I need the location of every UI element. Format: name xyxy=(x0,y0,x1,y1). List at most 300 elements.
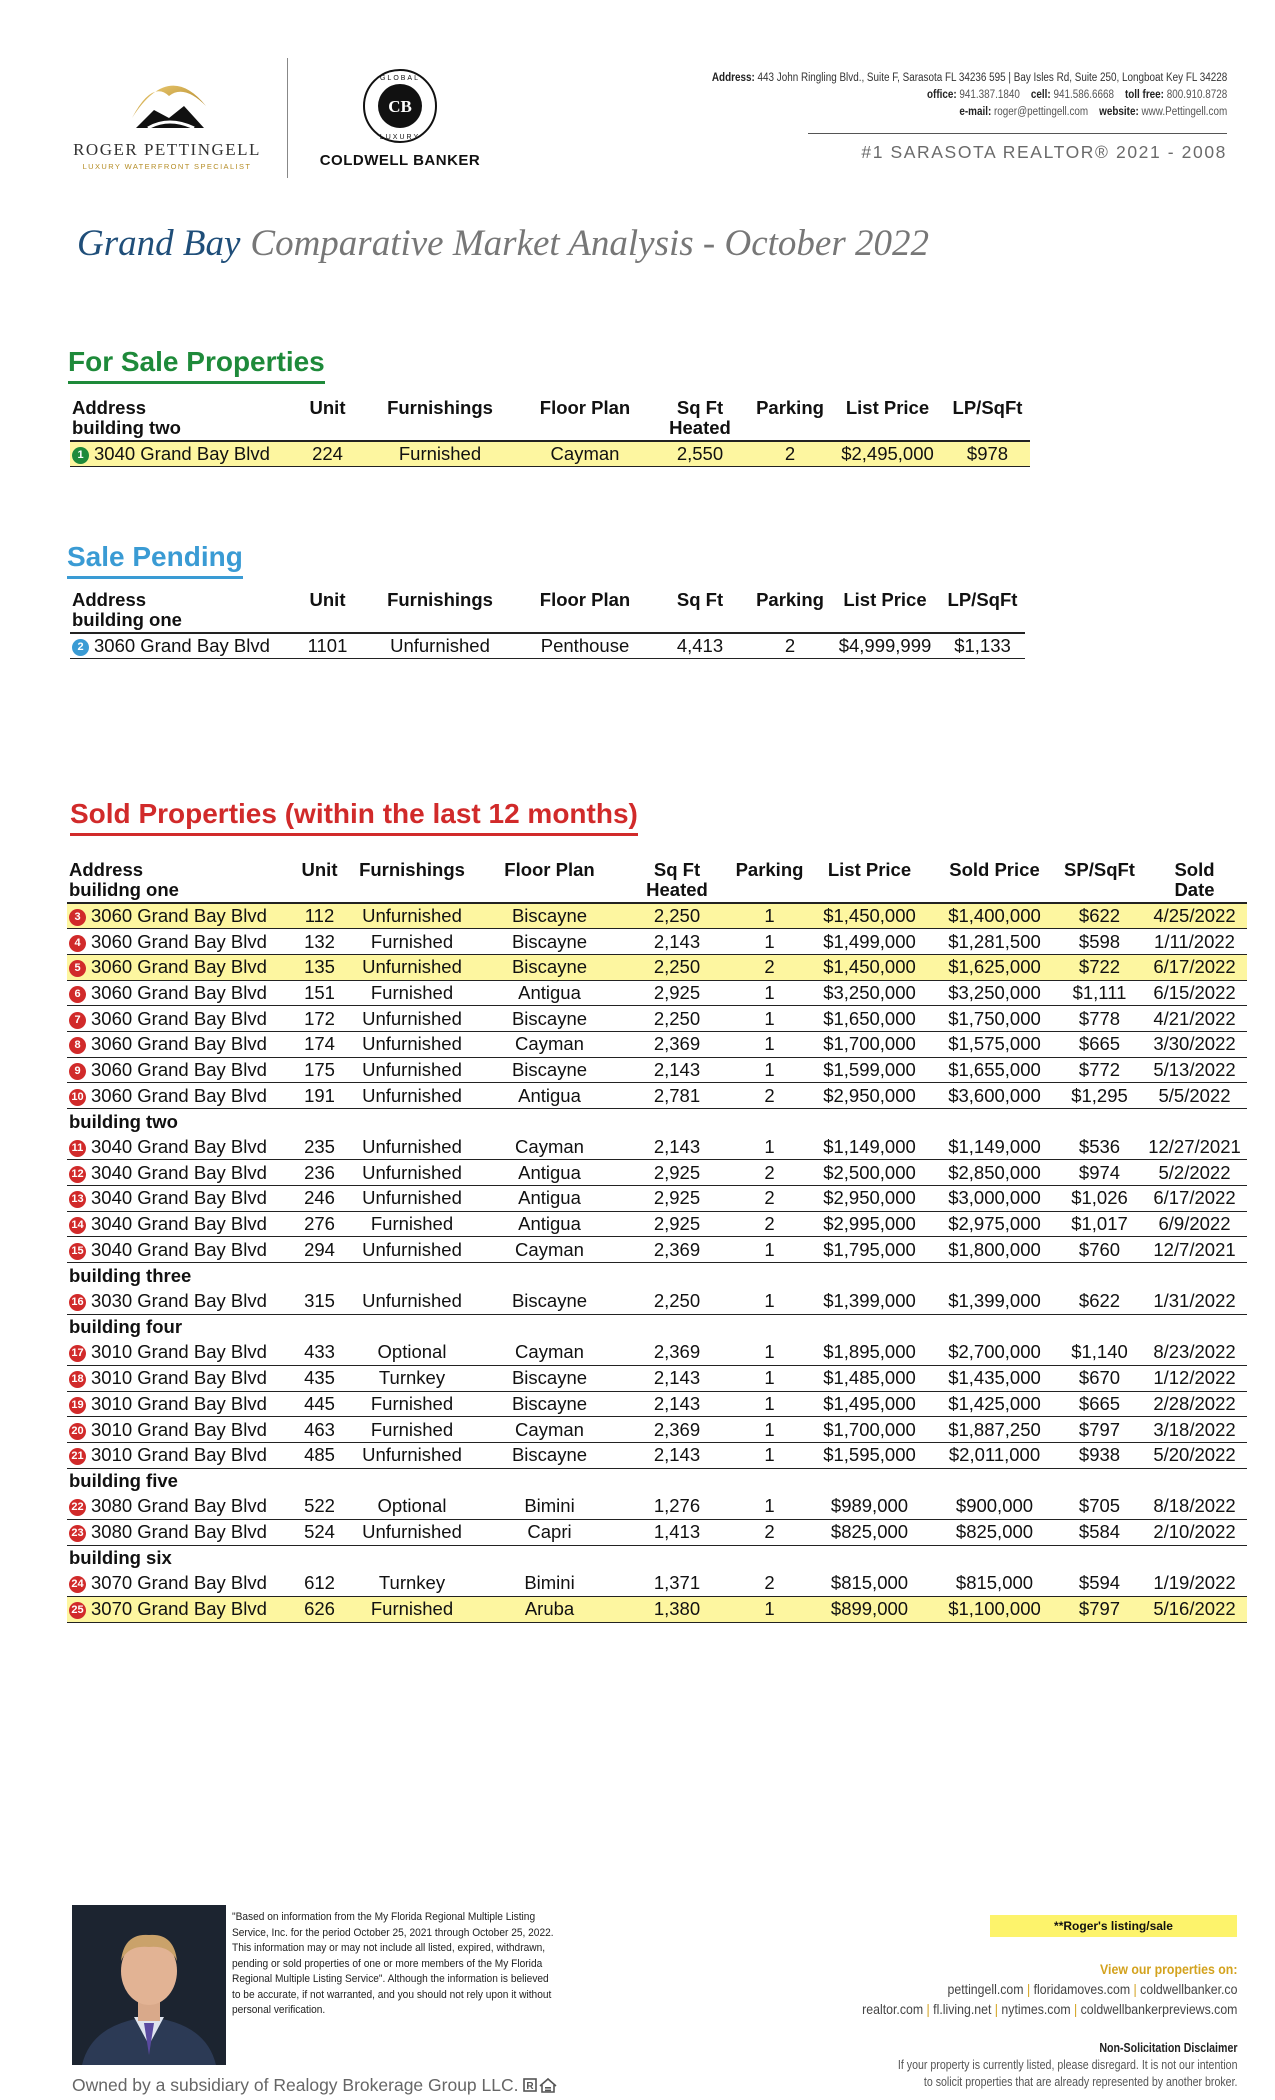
row-number-badge: 5 xyxy=(69,960,86,977)
column-header-sub xyxy=(732,880,807,903)
cell-plan: Biscayne xyxy=(477,1006,622,1032)
cell-parking: 1 xyxy=(732,1031,807,1057)
site-separator: | xyxy=(922,2001,933,2017)
cell-list: $1,499,000 xyxy=(807,929,932,955)
table-row xyxy=(67,1237,1247,1263)
cell-plan: Cayman xyxy=(477,1031,622,1057)
cell-ppsf: $1,111 xyxy=(1057,980,1142,1006)
realtor-tagline: #1 SARASOTA REALTOR® 2021 - 2008 xyxy=(861,142,1227,162)
site-link[interactable]: floridamoves.com xyxy=(1033,1981,1130,1997)
column-header: SP/SqFt xyxy=(1064,859,1135,880)
column-header-sub xyxy=(520,418,650,441)
cell-parking: 2 xyxy=(750,441,830,467)
cell-date: 2/28/2022 xyxy=(1142,1391,1247,1417)
address-text: 3080 Grand Bay Blvd xyxy=(91,1495,267,1517)
cell-plan: Cayman xyxy=(520,441,650,467)
cell-unit: 135 xyxy=(292,954,347,980)
site-link[interactable]: realtor.com xyxy=(861,2001,923,2017)
cell-plan: Biscayne xyxy=(477,1057,622,1083)
row-number-badge: 18 xyxy=(69,1371,86,1388)
website-link[interactable]: www.Pettingell.com xyxy=(1141,106,1227,118)
cell-unit: 235 xyxy=(292,1134,347,1160)
cell-sold: $2,850,000 xyxy=(932,1160,1057,1186)
cell-unit: 463 xyxy=(292,1417,347,1443)
cell-plan: Cayman xyxy=(477,1340,622,1366)
column-header-sub xyxy=(940,610,1025,633)
cell-unit: 522 xyxy=(292,1494,347,1520)
table-row xyxy=(67,954,1247,980)
cell-plan: Biscayne xyxy=(477,954,622,980)
cell-sold: $1,425,000 xyxy=(932,1391,1057,1417)
sale-pending-table xyxy=(70,590,1025,659)
cell-sqft: 2,143 xyxy=(622,929,732,955)
contact-block xyxy=(712,70,1227,121)
cell-date: 5/20/2022 xyxy=(1142,1442,1247,1468)
cell-sqft: 4,413 xyxy=(650,633,750,659)
cell-list: $1,650,000 xyxy=(807,1006,932,1032)
cell-parking: 1 xyxy=(732,1442,807,1468)
site-separator: | xyxy=(1129,1981,1140,1997)
ns-line-1: If your property is currently listed, please disregard. It is not our intention xyxy=(897,2058,1237,2072)
address-text: 3070 Grand Bay Blvd xyxy=(91,1572,267,1594)
cell-date: 8/18/2022 xyxy=(1142,1494,1247,1520)
cell-list: $1,700,000 xyxy=(807,1417,932,1443)
column-header: Sq Ft xyxy=(653,859,701,880)
cell-furn: Furnished xyxy=(347,1417,477,1443)
address-text: 3040 Grand Bay Blvd xyxy=(91,1238,267,1260)
site-separator: | xyxy=(1070,2001,1081,2017)
cell-ppsf: $598 xyxy=(1057,929,1142,955)
cell-unit: 524 xyxy=(292,1520,347,1546)
row-number-badge: 13 xyxy=(69,1191,86,1208)
cell-parking: 2 xyxy=(750,633,830,659)
coldwell-banker-seal-icon xyxy=(362,68,438,144)
office-label: office: xyxy=(926,89,957,101)
table-row xyxy=(67,1520,1247,1546)
cell-furn: Furnished xyxy=(347,980,477,1006)
cell-furn: Unfurnished xyxy=(360,633,520,659)
cell-sold: $1,750,000 xyxy=(932,1006,1057,1032)
column-header-sub xyxy=(830,610,940,633)
row-number-badge: 17 xyxy=(69,1345,86,1362)
cell-furn: Turnkey xyxy=(347,1365,477,1391)
cell-date: 12/7/2021 xyxy=(1142,1237,1247,1263)
cell-unit: 276 xyxy=(292,1211,347,1237)
address-cell xyxy=(67,1006,292,1032)
cell-sold: $1,149,000 xyxy=(932,1134,1057,1160)
header-row-2 xyxy=(67,880,1247,903)
cell-list: $1,795,000 xyxy=(807,1237,932,1263)
column-header-sub xyxy=(932,880,1057,903)
cell-list: $3,250,000 xyxy=(807,980,932,1006)
address-cell xyxy=(67,1160,292,1186)
cell-furn: Unfurnished xyxy=(347,1186,477,1212)
column-header: Furnishings xyxy=(359,859,465,880)
cell-parking: 2 xyxy=(732,954,807,980)
cell-furn: Unfurnished xyxy=(347,1160,477,1186)
cell-sold: $1,887,250 xyxy=(932,1417,1057,1443)
cell-parking: 1 xyxy=(732,1597,807,1623)
cell-date: 3/30/2022 xyxy=(1142,1031,1247,1057)
cell-sqft: 2,143 xyxy=(622,1442,732,1468)
address-cell xyxy=(67,1417,292,1443)
cell-sold: $3,000,000 xyxy=(932,1186,1057,1212)
address-cell xyxy=(67,1083,292,1109)
cell-furn: Unfurnished xyxy=(347,1057,477,1083)
cell-plan: Capri xyxy=(477,1520,622,1546)
column-header: Furnishings xyxy=(387,589,493,610)
cell-sqft: 1,276 xyxy=(622,1494,732,1520)
email-link[interactable]: roger@pettingell.com xyxy=(993,106,1088,118)
sites-line-1 xyxy=(862,1979,1237,1999)
cell-plan: Antigua xyxy=(477,1083,622,1109)
cell-unit: 626 xyxy=(292,1597,347,1623)
cell-sqft: 2,250 xyxy=(622,954,732,980)
column-header: Parking xyxy=(735,859,804,880)
cell-plan: Biscayne xyxy=(477,1442,622,1468)
cell-ppsf: $622 xyxy=(1057,903,1142,929)
column-header-sub: Heated xyxy=(650,418,750,441)
sold-heading: Sold Properties (within the last 12 months) xyxy=(70,798,638,836)
column-header: List Price xyxy=(843,589,927,610)
cell-furn: Unfurnished xyxy=(347,954,477,980)
address-text: 3040 Grand Bay Blvd xyxy=(91,1213,267,1235)
cell-unit: 224 xyxy=(295,441,360,467)
cell-furn: Unfurnished xyxy=(347,1288,477,1314)
cell-unit: 1101 xyxy=(295,633,360,659)
column-header: Unit xyxy=(309,397,346,418)
row-number-badge: 12 xyxy=(69,1166,86,1183)
cell-unit: 246 xyxy=(292,1186,347,1212)
address-text: 3060 Grand Bay Blvd xyxy=(91,1007,267,1029)
site-link[interactable]: fl.living.net xyxy=(932,2001,991,2017)
building-group-row xyxy=(67,1263,1247,1289)
address-cell xyxy=(67,1340,292,1366)
table-row xyxy=(67,1083,1247,1109)
column-header-sub xyxy=(295,418,360,441)
row-number-badge: 6 xyxy=(69,986,86,1003)
site-link[interactable]: coldwellbanker.co xyxy=(1139,1981,1237,1997)
address-cell xyxy=(70,441,295,467)
cell-ppsf: $705 xyxy=(1057,1494,1142,1520)
building-group-row xyxy=(67,1109,1247,1135)
column-header-sub xyxy=(1057,880,1142,903)
site-link[interactable]: pettingell.com xyxy=(947,1981,1024,1997)
cell-unit: 612 xyxy=(292,1571,347,1597)
cell-date: 6/17/2022 xyxy=(1142,1186,1247,1212)
row-number-badge: 20 xyxy=(69,1423,86,1440)
column-header-sub xyxy=(807,880,932,903)
cell-unit: 445 xyxy=(292,1391,347,1417)
column-header: Parking xyxy=(756,589,824,610)
cell-date: 5/13/2022 xyxy=(1142,1057,1247,1083)
cell-furn: Unfurnished xyxy=(347,903,477,929)
cell-ppsf: $665 xyxy=(1057,1391,1142,1417)
cell-parking: 1 xyxy=(732,1340,807,1366)
cell-date: 5/16/2022 xyxy=(1142,1597,1247,1623)
site-link[interactable]: coldwellbankerpreviews.com xyxy=(1080,2001,1237,2017)
table-row xyxy=(67,929,1247,955)
cell-ppsf: $622 xyxy=(1057,1288,1142,1314)
column-header: Sold Price xyxy=(949,859,1040,880)
address-cell xyxy=(67,1186,292,1212)
cell-sold: $900,000 xyxy=(932,1494,1057,1520)
address-text: 3060 Grand Bay Blvd xyxy=(94,635,270,657)
column-header-sub xyxy=(650,610,750,633)
header-row-2 xyxy=(70,418,1030,441)
cell-furn: Unfurnished xyxy=(347,1134,477,1160)
cell-furn: Unfurnished xyxy=(347,1442,477,1468)
cell-parking: 2 xyxy=(732,1571,807,1597)
row-number-badge: 24 xyxy=(69,1576,86,1593)
address-cell xyxy=(67,1520,292,1546)
cell-unit: 315 xyxy=(292,1288,347,1314)
address-label: Address: xyxy=(711,72,755,84)
cell-parking: 2 xyxy=(732,1520,807,1546)
cell-list: $1,700,000 xyxy=(807,1031,932,1057)
column-header-sub xyxy=(347,880,477,903)
address-text: 3010 Grand Bay Blvd xyxy=(91,1444,267,1466)
cell-date: 1/11/2022 xyxy=(1142,929,1247,955)
cell-sold: $3,250,000 xyxy=(932,980,1057,1006)
address-cell xyxy=(67,1442,292,1468)
house-roof-logo-icon xyxy=(124,66,214,136)
cell-parking: 1 xyxy=(732,1288,807,1314)
column-header-sub: Date xyxy=(1142,880,1247,903)
cell-sqft: 2,250 xyxy=(622,1006,732,1032)
cell-sqft: 2,369 xyxy=(622,1237,732,1263)
cell-plan: Biscayne xyxy=(477,903,622,929)
cell-parking: 1 xyxy=(732,929,807,955)
cell-list: $1,485,000 xyxy=(807,1365,932,1391)
building-group-row xyxy=(67,1314,1247,1340)
cell-unit: 151 xyxy=(292,980,347,1006)
cell-list: $1,450,000 xyxy=(807,903,932,929)
sale-pending-heading: Sale Pending xyxy=(67,541,243,579)
cell-date: 3/18/2022 xyxy=(1142,1417,1247,1443)
cell-ppsf: $772 xyxy=(1057,1057,1142,1083)
row-number-badge: 15 xyxy=(69,1243,86,1260)
cell-furn: Furnished xyxy=(360,441,520,467)
cell-sqft: 2,925 xyxy=(622,980,732,1006)
cell-sqft: 2,143 xyxy=(622,1057,732,1083)
cell-date: 1/19/2022 xyxy=(1142,1571,1247,1597)
agent-photo xyxy=(72,1905,226,2065)
cell-ppsf: $670 xyxy=(1057,1365,1142,1391)
address-text: 3010 Grand Bay Blvd xyxy=(91,1367,267,1389)
community-name: Grand Bay xyxy=(77,223,241,264)
cell-list: $989,000 xyxy=(807,1494,932,1520)
building-label: building six xyxy=(69,1547,172,1569)
cell-plan: Bimini xyxy=(477,1494,622,1520)
address-text: 3060 Grand Bay Blvd xyxy=(91,956,267,978)
cell-sqft: 2,925 xyxy=(622,1160,732,1186)
column-header: List Price xyxy=(827,859,912,880)
cell-date: 5/2/2022 xyxy=(1142,1160,1247,1186)
cell-sqft: 2,250 xyxy=(622,903,732,929)
address-text: 3040 Grand Bay Blvd xyxy=(91,1161,267,1183)
column-header: Sold xyxy=(1174,859,1215,880)
cell-list: $1,450,000 xyxy=(807,954,932,980)
cell-sqft: 1,413 xyxy=(622,1520,732,1546)
cell-list: $2,950,000 xyxy=(807,1186,932,1212)
table-row xyxy=(67,1340,1247,1366)
cell-sqft: 2,369 xyxy=(622,1031,732,1057)
column-header-sub xyxy=(360,418,520,441)
building-label: building four xyxy=(69,1316,183,1338)
cell-sold: $1,100,000 xyxy=(932,1597,1057,1623)
cell-unit: 175 xyxy=(292,1057,347,1083)
cell-label: cell: xyxy=(1030,89,1051,101)
column-header: Furnishings xyxy=(387,397,493,418)
cell-date: 5/5/2022 xyxy=(1142,1083,1247,1109)
column-header: Floor Plan xyxy=(504,859,595,880)
cell-list: $899,000 xyxy=(807,1597,932,1623)
row-number-badge: 9 xyxy=(69,1063,86,1080)
column-header-sub: builidng one xyxy=(67,880,292,903)
cell-parking: 2 xyxy=(732,1083,807,1109)
cell-sold: $2,700,000 xyxy=(932,1340,1057,1366)
column-header: Sq Ft xyxy=(676,397,724,418)
column-header: Address xyxy=(72,397,147,418)
address-text: 3040 Grand Bay Blvd xyxy=(94,443,270,465)
column-header: List Price xyxy=(845,397,930,418)
row-number-badge: 1 xyxy=(72,447,89,464)
cell-unit: 174 xyxy=(292,1031,347,1057)
cell-plan: Antigua xyxy=(477,980,622,1006)
column-header: LP/SqFt xyxy=(947,589,1018,610)
address-cell xyxy=(67,980,292,1006)
building-label: building three xyxy=(69,1264,192,1286)
cell-sold: $1,435,000 xyxy=(932,1365,1057,1391)
address-text: 3060 Grand Bay Blvd xyxy=(91,930,267,952)
cell-furn: Optional xyxy=(347,1340,477,1366)
mls-disclaimer: "Based on information from the My Florida Regional Multiple Listing Service, Inc. for the period October 25, 2021 through October 25, 2022. This information may or may not include all listed, expired, withdrawn, pending or sold properties of one or more members of the My Florida Regional Multiple Listing Service". Although the information is believed to be accurate, if not warranted, and you should not rely upon it without personal verification. xyxy=(232,1911,554,2016)
cell-parking: 1 xyxy=(732,1391,807,1417)
address-text: 3040 Grand Bay Blvd xyxy=(91,1187,267,1209)
cell-plan: Biscayne xyxy=(477,1391,622,1417)
coldwell-banker-logo xyxy=(300,68,500,178)
cell-plan: Antigua xyxy=(477,1160,622,1186)
table-row xyxy=(67,903,1247,929)
site-link[interactable]: nytimes.com xyxy=(1000,2001,1071,2017)
cell-ppsf: $978 xyxy=(945,441,1030,467)
sites-line-2 xyxy=(862,1999,1237,2019)
address-text: 3060 Grand Bay Blvd xyxy=(91,1058,267,1080)
cell-plan: Biscayne xyxy=(477,929,622,955)
column-header-sub: building two xyxy=(70,418,295,441)
cell-parking: 1 xyxy=(732,1134,807,1160)
address-text: 3060 Grand Bay Blvd xyxy=(91,905,267,927)
address-text: 3010 Grand Bay Blvd xyxy=(91,1341,267,1363)
owned-by-label: Owned by a subsidiary of Realogy Brokerage Group LLC. xyxy=(72,2075,519,2095)
column-header-sub xyxy=(830,418,945,441)
address-cell xyxy=(67,1134,292,1160)
cell-date: 8/23/2022 xyxy=(1142,1340,1247,1366)
column-header: Unit xyxy=(301,859,338,880)
column-header-sub xyxy=(295,610,360,633)
address-text: 3010 Grand Bay Blvd xyxy=(91,1392,267,1414)
address-text: 3070 Grand Bay Blvd xyxy=(91,1598,267,1620)
column-header-sub xyxy=(360,610,520,633)
column-header: LP/SqFt xyxy=(952,397,1023,418)
page-title xyxy=(77,222,929,265)
site-separator: | xyxy=(990,2001,1001,2017)
column-header-sub xyxy=(750,610,830,633)
for-sale-table xyxy=(70,398,1030,467)
column-header-sub xyxy=(520,610,650,633)
row-number-badge: 11 xyxy=(69,1140,86,1157)
roger-pettingell-logo xyxy=(62,66,272,181)
cell-furn: Unfurnished xyxy=(347,1031,477,1057)
column-header-sub: building one xyxy=(70,610,295,633)
address-cell xyxy=(67,903,292,929)
cell-date: 6/9/2022 xyxy=(1142,1211,1247,1237)
column-header: Sq Ft xyxy=(676,589,724,610)
row-number-badge: 14 xyxy=(69,1217,86,1234)
cell-ppsf: $938 xyxy=(1057,1442,1142,1468)
sold-table xyxy=(67,860,1247,1623)
column-header-sub xyxy=(750,418,830,441)
owned-by-text xyxy=(72,2075,557,2096)
address-text: 3010 Grand Bay Blvd xyxy=(91,1418,267,1440)
cell-furn: Unfurnished xyxy=(347,1520,477,1546)
cell-date: 12/27/2021 xyxy=(1142,1134,1247,1160)
cell-date: 4/21/2022 xyxy=(1142,1006,1247,1032)
cell-list: $825,000 xyxy=(807,1520,932,1546)
cell-ppsf: $974 xyxy=(1057,1160,1142,1186)
table-row xyxy=(67,1006,1247,1032)
cell-parking: 2 xyxy=(732,1211,807,1237)
address-cell xyxy=(67,1597,292,1623)
column-header: Address xyxy=(69,859,144,880)
logo-left-tagline: LUXURY WATERFRONT SPECIALIST xyxy=(82,162,252,171)
cell-parking: 1 xyxy=(732,1237,807,1263)
cell-parking: 1 xyxy=(732,1057,807,1083)
cell-ppsf: $778 xyxy=(1057,1006,1142,1032)
title-rest: Comparative Market Analysis - October 2022 xyxy=(250,223,929,264)
cell-furn: Furnished xyxy=(347,1211,477,1237)
cell-sqft: 1,371 xyxy=(622,1571,732,1597)
cell-sold: $825,000 xyxy=(932,1520,1057,1546)
building-label: building five xyxy=(69,1470,178,1492)
cell-list: $2,950,000 xyxy=(807,1083,932,1109)
table-row xyxy=(70,441,1030,467)
address-cell xyxy=(70,633,295,659)
cell-price: $2,495,000 xyxy=(830,441,945,467)
cell-plan: Antigua xyxy=(477,1211,622,1237)
address-text: 3080 Grand Bay Blvd xyxy=(91,1521,267,1543)
seal-mark: CB xyxy=(388,97,412,116)
cell-unit: 172 xyxy=(292,1006,347,1032)
row-number-badge: 21 xyxy=(69,1448,86,1465)
cell-ppsf: $665 xyxy=(1057,1031,1142,1057)
address-cell xyxy=(67,1571,292,1597)
cell-ppsf: $1,295 xyxy=(1057,1083,1142,1109)
view-properties-block xyxy=(862,1959,1237,2019)
column-header: Floor Plan xyxy=(539,397,631,418)
cell-list: $2,500,000 xyxy=(807,1160,932,1186)
table-row xyxy=(67,1417,1247,1443)
cell-list: $1,399,000 xyxy=(807,1288,932,1314)
row-number-badge: 23 xyxy=(69,1525,86,1542)
cell-sqft: 2,250 xyxy=(622,1288,732,1314)
cell-parking: 1 xyxy=(732,903,807,929)
cell-list: $1,149,000 xyxy=(807,1134,932,1160)
address-cell xyxy=(67,1494,292,1520)
address-cell xyxy=(67,929,292,955)
cell-ppsf: $584 xyxy=(1057,1520,1142,1546)
